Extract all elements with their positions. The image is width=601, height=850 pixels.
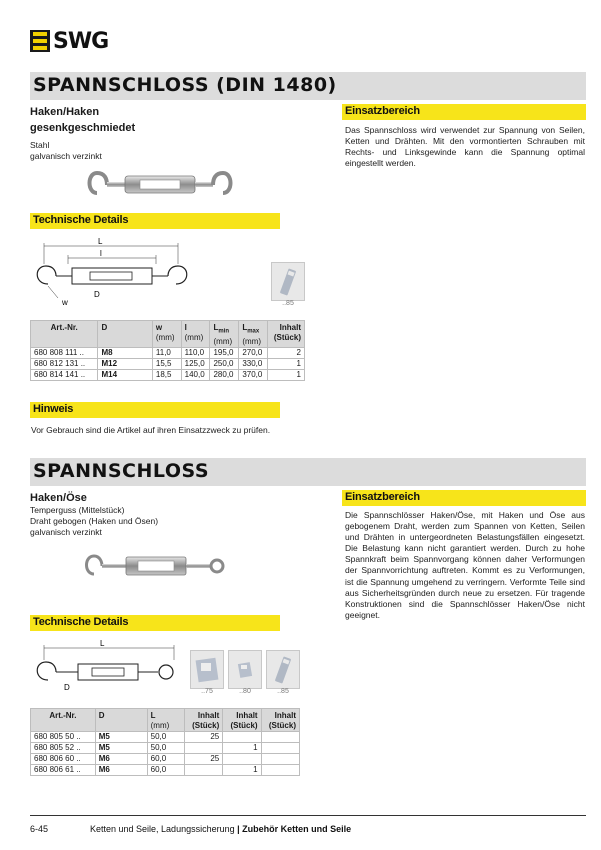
- diagram-label-D: D: [94, 290, 100, 299]
- table-row: 680 814 141 .. M14 18,5 140,0 280,0 370,0 1: [31, 369, 305, 380]
- section2-thumbnail-75: [190, 650, 224, 689]
- section2-material1: Temperguss (Mittelstück): [30, 505, 125, 515]
- section1-einsatz-text: Das Spannschloss wird verwendet zur Spannung von Seilen, Ketten und Drähten. Mit den vormontierten Schrauben mit Rechts- und Linksgewinde kann die Spannung optimal eingestellt werden.: [345, 125, 585, 169]
- col-lmax: $L_{max}$ (mm): [239, 321, 268, 348]
- diagram-label-L: L: [98, 237, 103, 246]
- section2-thumb-label-75: ..75: [201, 688, 213, 695]
- diagram-label-D: D: [64, 683, 70, 692]
- brand-name: SWG: [53, 28, 109, 54]
- section2-tech-label: Technische Details: [33, 616, 129, 628]
- section2-spec-table: [30, 708, 300, 776]
- col-inhalt-2: Inhalt (Stück): [223, 709, 261, 732]
- section2-subtitle1: Haken/Öse: [30, 492, 87, 504]
- section1-tech-label: Technische Details: [33, 214, 129, 226]
- section2-technical-diagram: [28, 636, 178, 692]
- section2-material3: galvanisch verzinkt: [30, 527, 102, 537]
- turnbuckle-hook-hook-photo: [85, 165, 235, 205]
- section2-material2: Draht gebogen (Haken und Ösen): [30, 516, 159, 526]
- section1-subtitle2: gesenkgeschmiedet: [30, 122, 136, 134]
- section1-packaging-thumbnail: [271, 262, 305, 301]
- col-d: D: [95, 709, 147, 732]
- footer-rule: [30, 815, 586, 816]
- section2-thumbnail-80: [228, 650, 262, 689]
- section2-thumbnail-85: [266, 650, 300, 689]
- col-lmin: $L_{min}$ (mm): [210, 321, 239, 348]
- section2-tech-header: [30, 615, 280, 631]
- section1-title: SPANNSCHLOSS (DIN 1480): [33, 74, 337, 96]
- diagram-label-l: l: [100, 249, 102, 258]
- footer-category: Ketten und Seile, Ladungssicherung: [90, 824, 235, 834]
- section1-material2: galvanisch verzinkt: [30, 151, 102, 161]
- swg-logo-mark: [30, 30, 50, 52]
- section2-einsatz-text: Die Spannschlösser Haken/Öse, mit Haken und Öse aus gebogenem Draht, werden zum Spannen von Ketten, Seilen und Drähten in untergeordneten Belastungsfällen eingesetzt. Die Belastung kann nicht garantiert werden. Durch zu hohe Spannkraft beim Spannvorgang können daher Verformungen der Spannvorrichtung auftreten. Kommt es zu Verformungen, ist die Spannung umgehend zu verringern. Verformte Teile sind aus Sicherheitsgründen durch neue zu ersetzen. Für tragende Konstruktionen sind die Spannschlösser Haken/Öse nicht geeignet.: [345, 510, 585, 620]
- section2-einsatz-header: [342, 490, 586, 506]
- section1-hinweis-text: Vor Gebrauch sind die Artikel auf ihren Einsatzzweck zu prüfen.: [31, 425, 271, 435]
- col-inhalt: Inhalt (Stück): [268, 321, 305, 348]
- footer-section: Zubehör Ketten und Seile: [242, 824, 352, 834]
- diagram-label-L: L: [100, 639, 105, 648]
- table-row: 680 806 60 .. M6 60,0 25: [31, 754, 300, 765]
- footer-page-number: 6-45: [30, 824, 49, 834]
- section2-thumb-label-80: ..80: [239, 688, 251, 695]
- section2-thumb-label-85: ..85: [277, 688, 289, 695]
- col-l: L (mm): [147, 709, 184, 732]
- section1-hinweis-label: Hinweis: [33, 403, 74, 415]
- table-row: 680 805 50 .. M5 50,0 25: [31, 732, 300, 743]
- section1-einsatz-label: Einsatzbereich: [345, 105, 420, 117]
- col-art-nr: Art.-Nr.: [31, 709, 96, 732]
- col-d: D: [98, 321, 152, 348]
- section2-einsatz-label: Einsatzbereich: [345, 491, 420, 503]
- section1-technical-diagram: [28, 234, 188, 306]
- col-inhalt-1: Inhalt (Stück): [184, 709, 222, 732]
- table-row: 680 808 111 .. M8 11,0 110,0 195,0 270,0 2: [31, 347, 305, 358]
- table-row: 680 806 61 .. M6 60,0 1: [31, 765, 300, 776]
- section1-hinweis-header: [30, 402, 280, 418]
- col-w: w (mm): [152, 321, 181, 348]
- diagram-label-w: w: [62, 298, 68, 306]
- section2-title-bar: [30, 458, 586, 486]
- turnbuckle-hook-eye-photo: [80, 548, 230, 588]
- section1-subtitle1: Haken/Haken: [30, 106, 100, 118]
- col-art-nr: Art.-Nr.: [31, 321, 98, 348]
- section1-spec-table: [30, 320, 305, 381]
- swg-logo: [30, 30, 108, 52]
- col-l: l (mm): [181, 321, 210, 348]
- table-row: 680 812 131 .. M12 15,5 125,0 250,0 330,0 1: [31, 358, 305, 369]
- footer-breadcrumb: [90, 824, 351, 834]
- col-inhalt-3: Inhalt (Stück): [261, 709, 299, 732]
- section2-title: SPANNSCHLOSS: [33, 460, 209, 482]
- table-row: 680 805 52 .. M5 50,0 1: [31, 743, 300, 754]
- section1-thumb-label: ..85: [282, 300, 294, 307]
- section1-einsatz-header: [342, 104, 586, 120]
- footer-separator: |: [234, 824, 243, 834]
- section1-tech-header: [30, 213, 280, 229]
- section1-material1: Stahl: [30, 140, 50, 150]
- section1-title-bar: [30, 72, 586, 100]
